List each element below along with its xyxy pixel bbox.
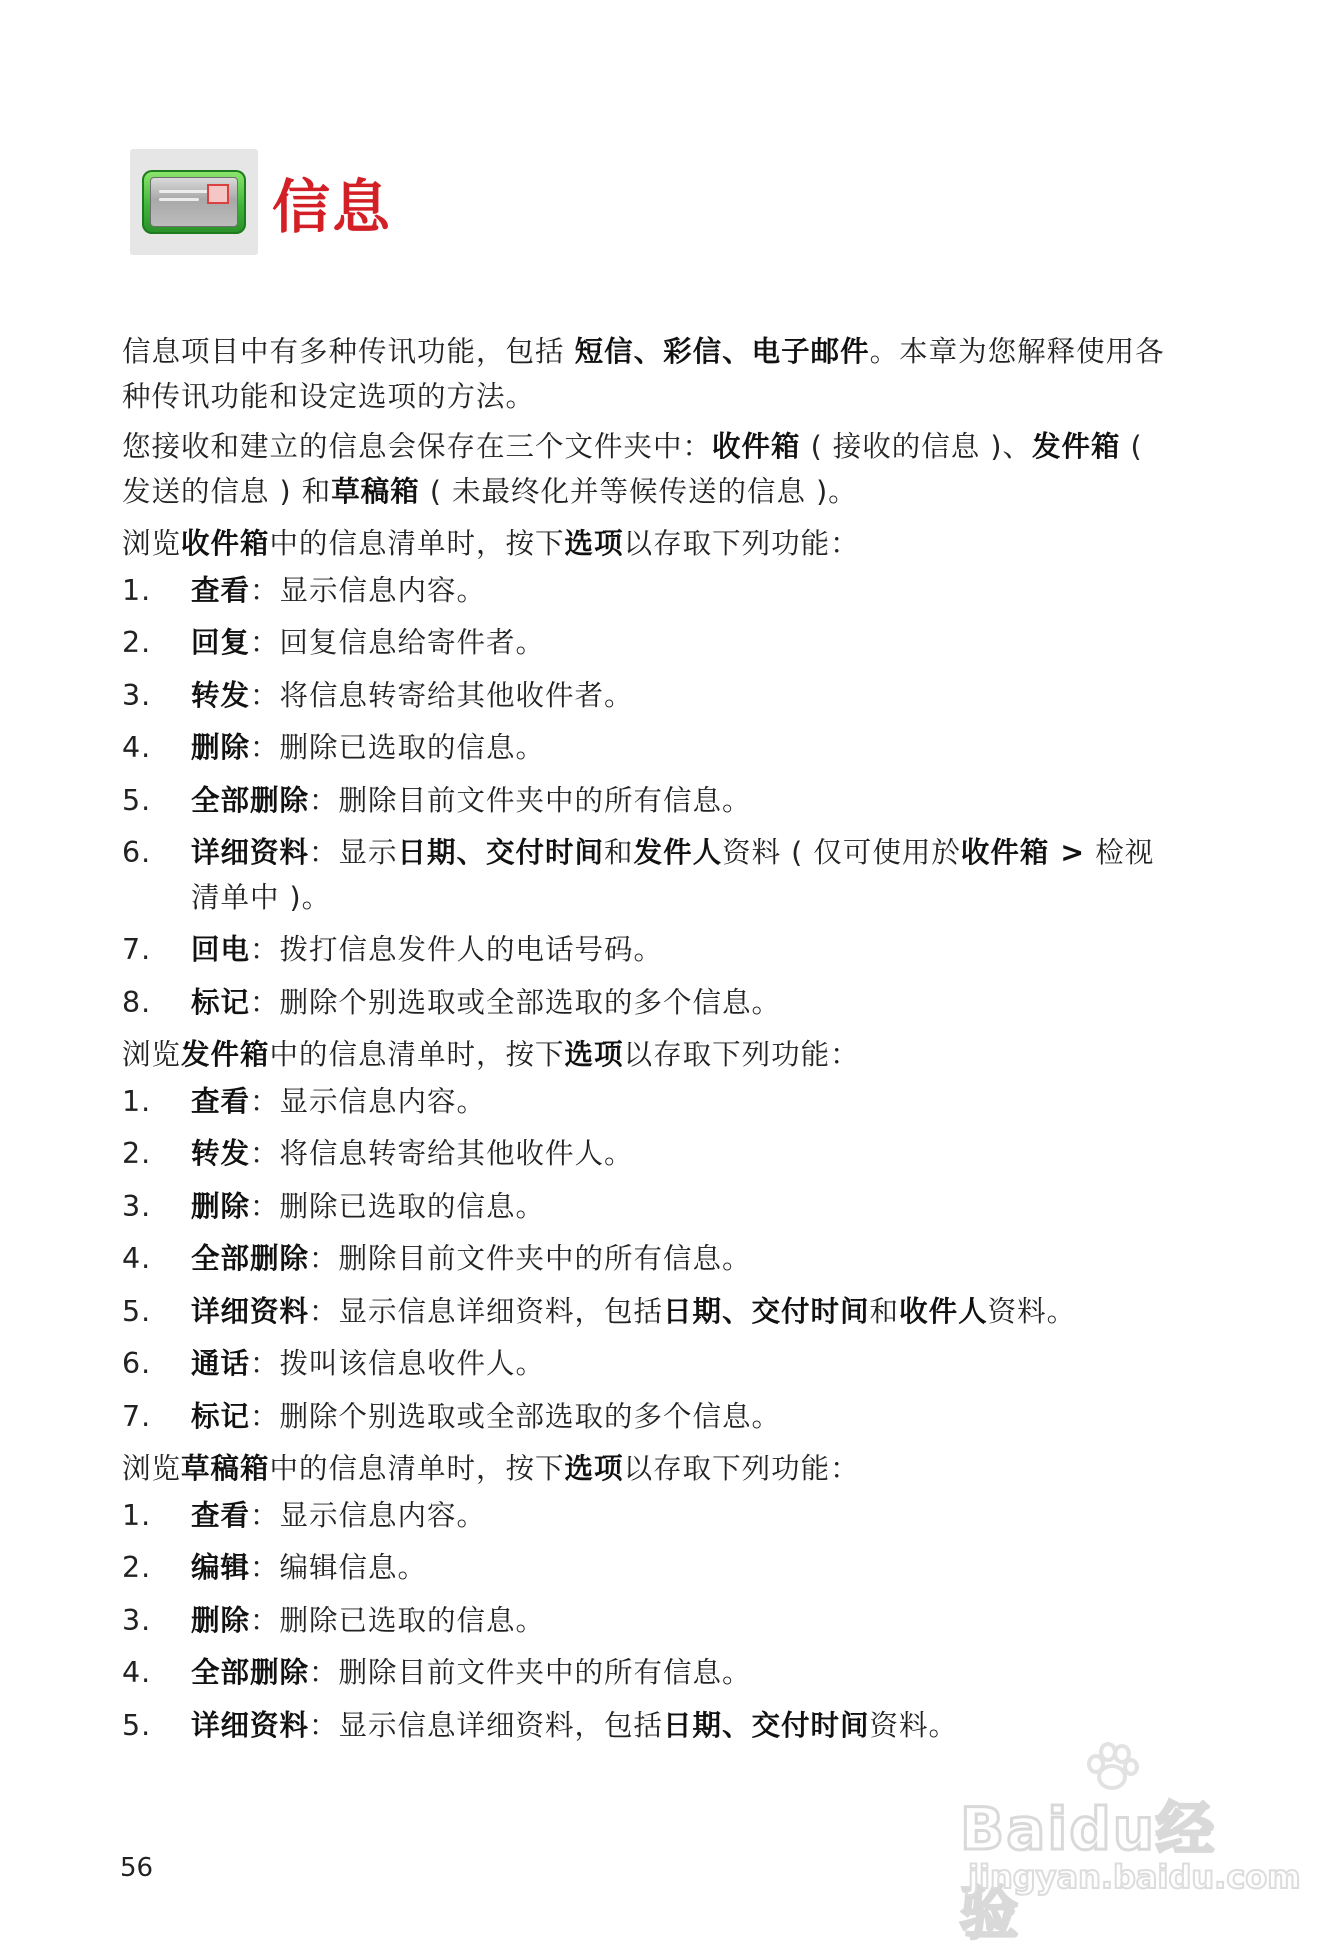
intro-paragraph <box>122 330 1182 419</box>
bold-term: 详细资料 <box>191 1294 310 1328</box>
list-number: 1. <box>122 573 152 607</box>
text-run: 以存取下列功能： <box>623 1038 860 1071</box>
bold-term: 标记 <box>191 985 251 1019</box>
bold-term: 选项 <box>564 1452 624 1485</box>
bold-term: 日期、交付时间 <box>663 1294 870 1328</box>
bold-term: 回电 <box>191 933 251 966</box>
bold-term: 标记 <box>191 1399 251 1433</box>
text-run: ( 未最终化并等候传送的信息 )。 <box>419 474 858 508</box>
bold-term: 全部删除 <box>191 1656 310 1689</box>
text-run: ：删除目前文件夹中的所有信息。 <box>309 1242 752 1275</box>
bold-term: 收件箱 > <box>960 836 1086 869</box>
text-run: ：显示信息内容。 <box>250 1084 487 1118</box>
bold-term: 查看 <box>191 1498 251 1532</box>
text-run: ：显示信息详细资料，包括 <box>309 1708 664 1742</box>
list-item <box>122 569 1182 614</box>
section-lead <box>122 522 1182 567</box>
text-run: 信息项目中有多种传讯功能，包括 <box>122 335 575 368</box>
text-run: 资料 ( 仅可使用於 <box>722 836 961 869</box>
bold-term: 草稿箱 <box>181 1452 270 1485</box>
list-item <box>122 1395 1182 1440</box>
list-number: 7. <box>122 1399 152 1433</box>
list-number: 6. <box>122 836 152 869</box>
text-run: ：删除个别选取或全部选取的多个信息。 <box>250 1399 782 1433</box>
text-run: 您接收和建立的信息会保存在三个文件夹中： <box>122 430 713 463</box>
watermark-url: jingyan.baidu.com <box>968 1858 1301 1896</box>
list-number: 5. <box>122 783 152 817</box>
bold-term: 发件人 <box>633 836 723 869</box>
bold-term: 通话 <box>191 1347 251 1380</box>
bold-term: 详细资料 <box>191 836 310 869</box>
text-run: ：删除已选取的信息。 <box>250 1603 546 1637</box>
text-run: ：回复信息给寄件者。 <box>250 626 546 659</box>
chapter-title: 信息 <box>272 173 393 241</box>
list-item <box>122 1132 1182 1177</box>
text-run: ( 接收的信息 )、 <box>800 430 1032 463</box>
list-number: 4. <box>122 1242 152 1275</box>
list-item <box>122 674 1182 719</box>
bold-term: 日期、交付时间 <box>663 1708 870 1742</box>
bold-term: 转发 <box>191 1137 251 1170</box>
bold-term: 编辑 <box>191 1551 251 1584</box>
text-run: ：显示信息详细资料，包括 <box>309 1294 664 1328</box>
list-number: 1. <box>122 1498 152 1532</box>
list-item <box>122 1494 1182 1539</box>
bold-term: 短信、彩信、电子邮件 <box>574 335 870 368</box>
text-run: 浏览 <box>122 527 182 560</box>
list-number: 2. <box>122 626 152 659</box>
list-number: 4. <box>122 1656 152 1689</box>
bold-term: 查看 <box>191 1084 251 1118</box>
baidu-watermark <box>950 1740 1301 1947</box>
list-number: 5. <box>122 1708 152 1742</box>
bold-term: 收件人 <box>899 1294 988 1328</box>
bold-term: 日期、交付时间 <box>397 836 605 869</box>
list-item <box>122 1342 1182 1387</box>
bold-term: 收件箱 <box>712 430 801 463</box>
text-run: ：将信息转寄给其他收件人。 <box>250 1137 634 1170</box>
list-number: 2. <box>122 1551 152 1584</box>
list-number: 1. <box>122 1084 152 1118</box>
text-run: 浏览 <box>122 1038 182 1071</box>
list-number: 2. <box>122 1137 152 1170</box>
bold-term: 删除 <box>191 1603 251 1637</box>
list-item <box>122 779 1182 824</box>
text-run: ：将信息转寄给其他收件者。 <box>250 678 634 712</box>
text-run: 以存取下列功能： <box>623 527 860 560</box>
list-number: 3. <box>122 678 152 712</box>
bold-term: 查看 <box>191 573 251 607</box>
text-run: ：拨叫该信息收件人。 <box>250 1347 546 1380</box>
text-run: ：删除目前文件夹中的所有信息。 <box>309 1656 752 1689</box>
text-run: 检视清单中 )。 <box>191 836 1155 914</box>
text-run: ( 发送的信息 ) 和 <box>122 430 1143 508</box>
list-number: 3. <box>122 1603 152 1637</box>
text-run: ：显示信息内容。 <box>250 1498 487 1532</box>
bold-term: 发件箱 <box>181 1038 270 1071</box>
bold-term: 转发 <box>191 678 251 712</box>
bold-term: 回复 <box>191 626 251 659</box>
section-lead <box>122 1033 1182 1078</box>
text-run: ：显示 <box>309 836 398 869</box>
paw-logo-icon <box>1085 1740 1135 1788</box>
text-run: ：删除已选取的信息。 <box>250 731 546 764</box>
list-number: 4. <box>122 731 152 764</box>
text-run: ：删除已选取的信息。 <box>250 1189 546 1223</box>
list-number: 8. <box>122 985 152 1019</box>
text-run: 和 <box>869 1294 900 1328</box>
list-item <box>122 1546 1182 1591</box>
bold-term: 选项 <box>564 1038 624 1071</box>
text-run: 中的信息清单时，按下 <box>269 1452 565 1485</box>
list-item <box>122 726 1182 771</box>
document-body <box>122 330 1182 1756</box>
text-run: ：编辑信息。 <box>250 1551 428 1584</box>
chapter-header <box>130 148 392 256</box>
text-run: 以存取下列功能： <box>623 1452 860 1485</box>
envelope-card-icon <box>130 149 258 255</box>
intro-paragraph <box>122 425 1182 514</box>
list-item <box>122 831 1182 920</box>
bold-term: 删除 <box>191 1189 251 1223</box>
text-run: 中的信息清单时，按下 <box>269 527 565 560</box>
bold-term: 收件箱 <box>181 527 270 560</box>
text-run: ：删除目前文件夹中的所有信息。 <box>309 783 752 817</box>
list-item <box>122 1185 1182 1230</box>
list-item <box>122 1651 1182 1696</box>
list-item <box>122 1290 1182 1335</box>
bold-term: 草稿箱 <box>331 474 420 508</box>
list-item <box>122 981 1182 1026</box>
text-run: 和 <box>604 836 634 869</box>
bold-term: 全部删除 <box>191 783 310 817</box>
list-item <box>122 1237 1182 1282</box>
page-number: 56 <box>120 1853 154 1883</box>
text-run: ：删除个别选取或全部选取的多个信息。 <box>250 985 782 1019</box>
watermark-brand: Baidu经验 <box>960 1795 1217 1947</box>
text-run: 资料。 <box>987 1294 1077 1328</box>
bold-term: 全部删除 <box>191 1242 310 1275</box>
bold-term: 删除 <box>191 731 251 764</box>
list-number: 3. <box>122 1189 152 1223</box>
list-number: 5. <box>122 1294 152 1328</box>
text-run: 中的信息清单时，按下 <box>269 1038 565 1071</box>
bold-term: 详细资料 <box>191 1708 310 1742</box>
text-run: 资料。 <box>869 1708 959 1742</box>
list-item <box>122 1080 1182 1125</box>
list-number: 6. <box>122 1347 152 1380</box>
list-item <box>122 621 1182 666</box>
text-run: 。本章为您解释使用各种传讯功能和设定选项的方法。 <box>122 335 1165 413</box>
text-run: ：拨打信息发件人的电话号码。 <box>250 933 664 966</box>
bold-term: 发件箱 <box>1031 430 1121 463</box>
section-lead <box>122 1447 1182 1492</box>
text-run: ：显示信息内容。 <box>250 573 487 607</box>
list-number: 7. <box>122 933 152 966</box>
list-item <box>122 928 1182 973</box>
bold-term: 选项 <box>564 527 624 560</box>
list-item <box>122 1599 1182 1644</box>
text-run: 浏览 <box>122 1452 182 1485</box>
